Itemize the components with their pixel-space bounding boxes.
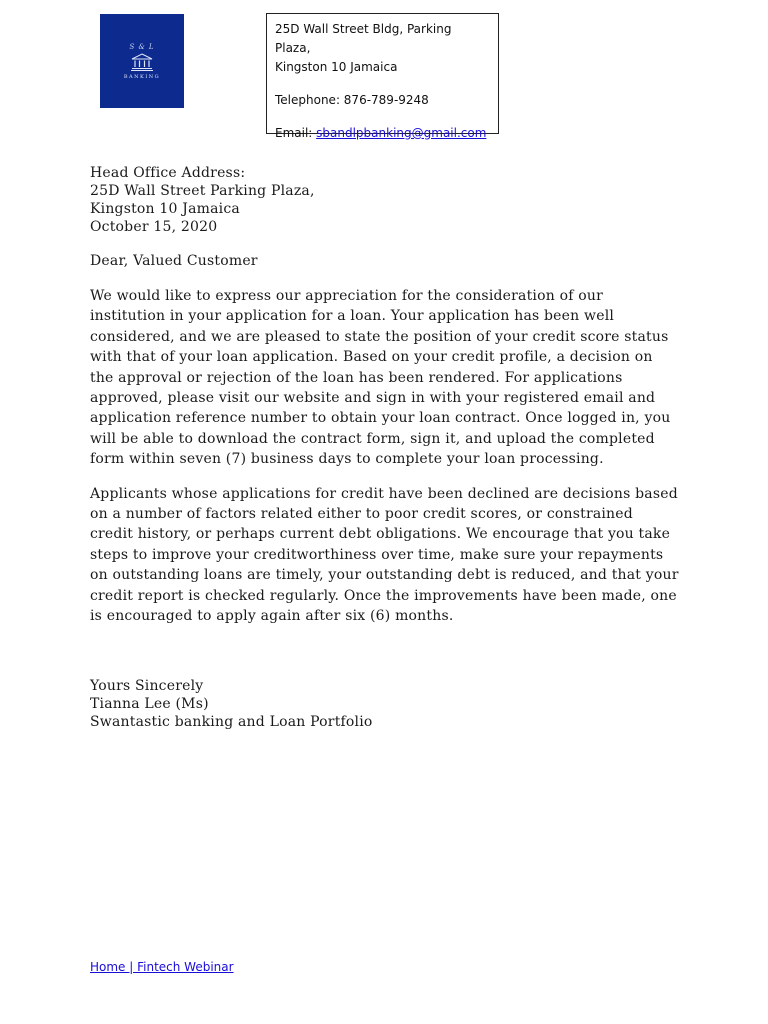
email-label: Email:: [275, 126, 317, 140]
salutation: Dear, Valued Customer: [90, 253, 258, 269]
head-office-address-line2: Kingston 10 Jamaica: [90, 201, 240, 217]
footer-link[interactable]: Home | Fintech Webinar: [90, 960, 234, 974]
signer-organization: Swantastic banking and Loan Portfolio: [90, 713, 373, 730]
contact-address-line2: Kingston 10 Jamaica: [275, 60, 398, 74]
head-office-label: Head Office Address:: [90, 165, 246, 181]
email-link[interactable]: sbandlpbanking@gmail.com: [316, 126, 487, 140]
contact-box: [266, 13, 499, 140]
bank-building-icon: [131, 53, 153, 71]
bank-logo: [100, 14, 184, 108]
footer: [90, 960, 234, 974]
signer-name: Tianna Lee (Ms): [90, 695, 209, 712]
paragraph-declined: Applicants whose applications for credit have been declined are decisions based on a number of factors related either to poor credit scores, or constrained credit history, or perhaps current debt obligations. We encourage that you take steps to improve your creditworthiness over time, make sure your repayments on outstanding loans are timely, your outstanding debt is reduced, and that your credit report is checked regularly. Once the improvements have been made, one is encouraged to apply again after six (6) months.: [90, 485, 679, 625]
logo-script: S & L: [129, 42, 155, 51]
contact-address-line1: 25D Wall Street Bldg, Parking Plaza,: [275, 22, 452, 55]
contact-email-row: [275, 124, 490, 143]
head-office-address-line1: 25D Wall Street Parking Plaza,: [90, 183, 315, 199]
letter-date: October 15, 2020: [90, 219, 218, 235]
logo-brand-text: BANKING: [123, 73, 161, 80]
closing: Yours Sincerely: [90, 677, 204, 694]
letter-body: [90, 164, 680, 731]
paragraph-approval: We would like to express our appreciation for the consideration of our institution in your application for a loan. Your application has been well considered, and we are pleased to state the position of your credit score status with that of your loan application. Based on your credit profile, a decision on the approval or rejection of the loan has been rendered. For applications approved, please visit our website and sign in with your registered email and application reference number to obtain your loan contract. Once logged in, you will be able to download the contract form, sign it, and upload the completed form within seven (7) business days to complete your loan processing.: [90, 288, 671, 468]
contact-telephone: Telephone: 876-789-9248: [275, 93, 429, 107]
